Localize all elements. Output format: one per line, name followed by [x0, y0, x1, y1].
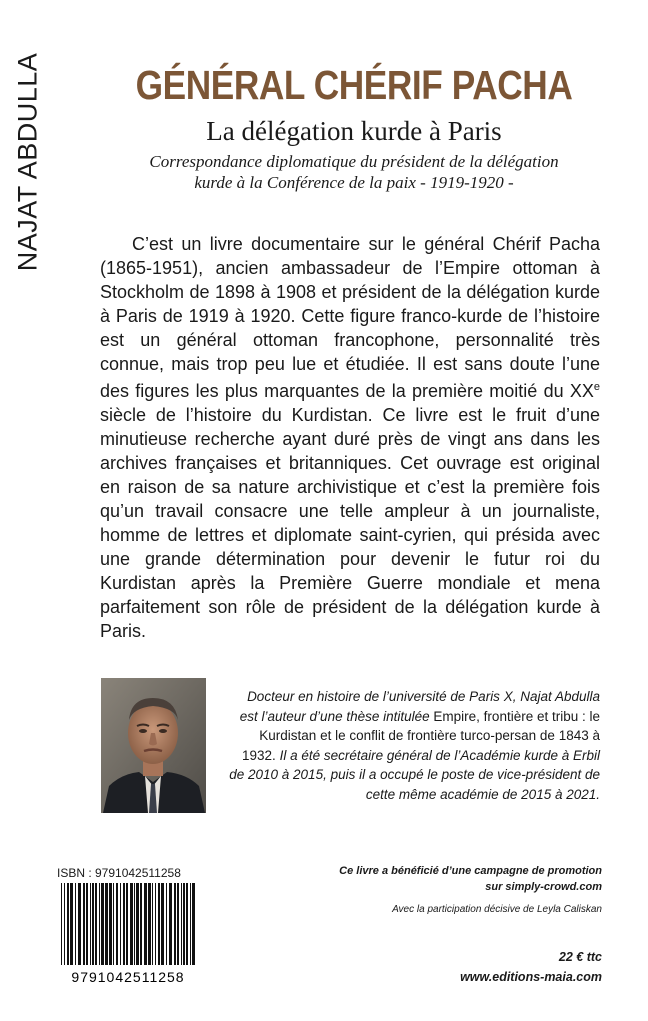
- barcode-bar: [134, 883, 135, 965]
- barcode-bar: [140, 883, 142, 965]
- barcode-bar: [78, 883, 81, 965]
- isbn-label: ISBN : 9791042511258: [57, 866, 181, 880]
- barcode-digits: 9791042511258: [71, 969, 185, 985]
- summary-superscript: e: [593, 381, 600, 394]
- barcode-bar: [158, 883, 160, 965]
- author-name: NAJAT ABDULLA: [12, 52, 43, 272]
- barcode-bar: [166, 883, 167, 965]
- barcode-bar: [113, 883, 114, 965]
- barcode-bar: [64, 883, 65, 965]
- book-title: GÉNÉRAL CHÉRIF PACHA: [135, 62, 573, 108]
- barcode-bar: [99, 883, 100, 965]
- publisher-website: www.editions-maia.com: [460, 970, 602, 984]
- promo-line-2: sur simply-crowd.com: [485, 880, 602, 893]
- barcode-bar: [126, 883, 128, 965]
- price-label: 22 € ttc: [558, 950, 602, 964]
- barcode-bar: [75, 883, 76, 965]
- barcode-bar: [155, 883, 156, 965]
- bio-part-1: Docteur en histoire de l’université de Paris X, Najat Abdulla est l’auteur d’une thèse intitulée: [239, 689, 600, 724]
- barcode-bar: [152, 883, 153, 965]
- barcode-bar: [86, 883, 88, 965]
- author-photo: [101, 678, 206, 813]
- tagline-line-2: kurde à la Conférence de la paix - 1919-1920 -: [194, 173, 514, 192]
- barcode-bar: [101, 883, 104, 965]
- promo-text: [222, 864, 602, 895]
- summary-paragraph: [100, 233, 600, 643]
- barcode-image: [57, 881, 199, 985]
- barcode-bar: [148, 883, 151, 965]
- barcode-bar: [136, 883, 139, 965]
- barcode-bar: [192, 883, 195, 965]
- barcode-bar: [161, 883, 164, 965]
- bio-thesis-title: Empire, frontière et tribu : le Kurdistan et le conflit de frontière turco-persan de 1843 à 1932.: [242, 708, 600, 763]
- barcode-bar: [144, 883, 147, 965]
- summary-part-1: C’est un livre documentaire sur le général Chérif Pacha (1865-1951), ancien ambassadeur de l’Empire ottoman à Stockholm de 1898 à 1908 et président de la délégation kurde à Paris de 1919 à 1920. Cette figure franco-kurde de l’histoire est un général ottoman francophone, personnalité très connue, mais trop peu lue et étudiée. Il est sans doute l’une des figures les plus marquantes de la première moitié du XX: [100, 234, 600, 402]
- promo-line-1: Ce livre a bénéficié d’une campagne de promotion: [339, 865, 602, 877]
- barcode-bar: [70, 883, 73, 965]
- barcode-bar: [174, 883, 176, 965]
- book-tagline: [60, 151, 648, 193]
- barcode-bar: [61, 883, 62, 965]
- partner-credit: Avec la participation décisive de Leyla Caliskan: [392, 904, 602, 915]
- barcode-bar: [83, 883, 85, 965]
- author-bio: [226, 687, 600, 804]
- book-subtitle: La délégation kurde à Paris: [206, 116, 502, 146]
- author-spine: [8, 52, 48, 272]
- bio-part-3: Il a été secrétaire général de l’Académie kurde à Erbil de 2010 à 2015, puis il a occupé le poste de vice-président de cette même académie de 2015 à 2021.: [229, 747, 600, 802]
- barcode-bar: [109, 883, 112, 965]
- barcode-bar: [186, 883, 188, 965]
- barcode-bar: [95, 883, 97, 965]
- summary-part-2: siècle de l’histoire du Kurdistan. Ce livre est le fruit d’une minutieuse recherche ayant duré près de vingt ans dans les archives françaises et britanniques. Cet ouvrage est original en raison de sa nature archivistique et c’est la première fois qu’un travail consacre une telle ampleur à un journaliste, homme de lettres et diplomate saint-cyrien, qui présida avec une grande détermination pour devenir le futur roi du Kurdistan après la Première Guerre mondiale et mena parfaitement son rôle de président de la délégation kurde à Paris.: [100, 405, 600, 641]
- barcode-bar: [177, 883, 179, 965]
- barcode-bar: [67, 883, 69, 965]
- barcode-bar: [123, 883, 125, 965]
- barcode-bar: [90, 883, 91, 965]
- author-portrait-image: [101, 678, 206, 813]
- barcode-bar: [105, 883, 108, 965]
- barcode-bar: [181, 883, 182, 965]
- tagline-line-1: Correspondance diplomatique du président de la délégation: [149, 152, 559, 171]
- barcode-bar: [116, 883, 118, 965]
- barcode-bar: [183, 883, 185, 965]
- barcode-bar: [92, 883, 94, 965]
- barcode-bar: [190, 883, 191, 965]
- barcode-bar: [169, 883, 172, 965]
- barcode-bar: [120, 883, 121, 965]
- barcode-bar: [130, 883, 133, 965]
